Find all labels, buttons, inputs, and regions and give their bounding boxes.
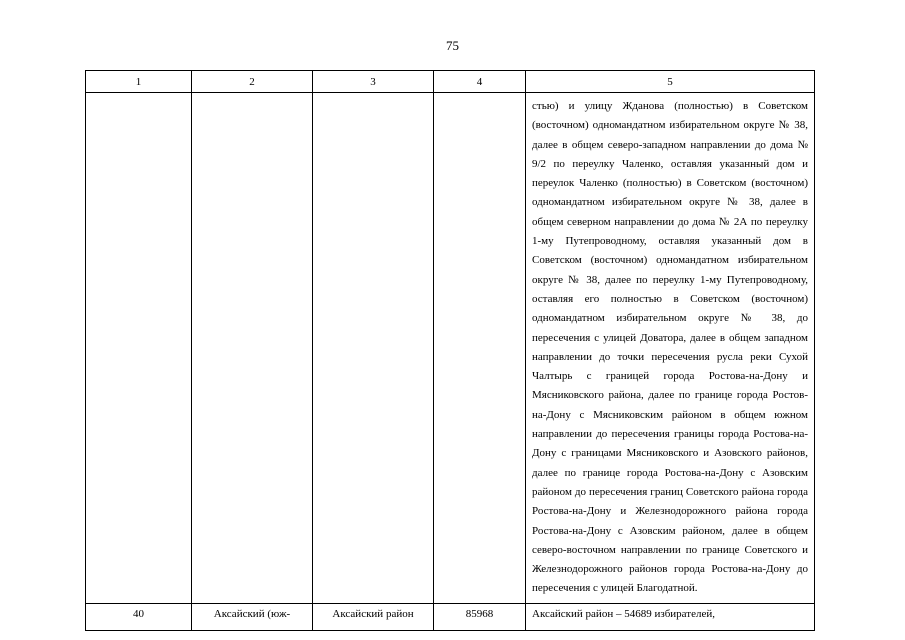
cell-voter-count: 85968 — [434, 603, 526, 630]
district-table — [85, 70, 815, 631]
cell-number — [86, 93, 192, 604]
cell-boundary-description — [526, 93, 815, 604]
cell-number: 40 — [86, 603, 192, 630]
column-header-4: 4 — [434, 71, 526, 93]
cell-district-name — [192, 93, 313, 604]
boundary-description-text: стью) и улицу Жданова (полностью) в Советском (восточном) одномандатном избирательном округе № 38, далее в общем северо-западном направлении до дома № 9/2 по переулку Чаленко, оставляя указанный дом и переулок Чаленко (полностью) в Советском (восточном) одномандатном избирательном округе № 38, далее в общем северном направлении до дома № 2А по переулку 1-му Путепроводному, оставляя указанный дом в Советском (восточном) одномандатном избирательном округе № 38, далее по переулку 1-му Путепроводному, оставляя его полностью в Советском (восточном) одномандатном избирательном округе № 38, до пересечения с улицей Доватора, далее в общем западном направлении до точки пересечения русла реки Сухой Чалтырь с границей города Ростова-на-Дону и Мясниковского района, далее по границе города Ростов-на-Дону с Мясниковским районом в общем южном направлении до пересечения границы города Ростова-на-Дону с границами Мясниковского и Азовского районов, далее по границе города Ростова-на-Дону с Азовским районом до пересечения границ Советского района города Ростова-на-Дону и Железнодорожного района города Ростова-на-Дону с Азовским районом, далее в общем северо-восточном направлении по границе Советского и Железнодорожного районов города Ростова-на-Дону до пересечения с улицей Благодатной. — [532, 100, 808, 595]
table-row-40 — [86, 603, 815, 630]
column-header-2: 2 — [192, 71, 313, 93]
cell-territory: Аксайский район — [313, 603, 434, 630]
column-header-1: 1 — [86, 71, 192, 93]
table-header-row — [86, 71, 815, 93]
cell-territory — [313, 93, 434, 604]
page-number: 75 — [446, 38, 459, 53]
table-row-continuation — [86, 93, 815, 604]
column-header-3: 3 — [313, 71, 434, 93]
column-header-5: 5 — [526, 71, 815, 93]
cell-voter-count — [434, 93, 526, 604]
cell-district-name: Аксайский (юж- — [192, 603, 313, 630]
cell-boundary-description: Аксайский район – 54689 избирателей, — [526, 603, 815, 630]
